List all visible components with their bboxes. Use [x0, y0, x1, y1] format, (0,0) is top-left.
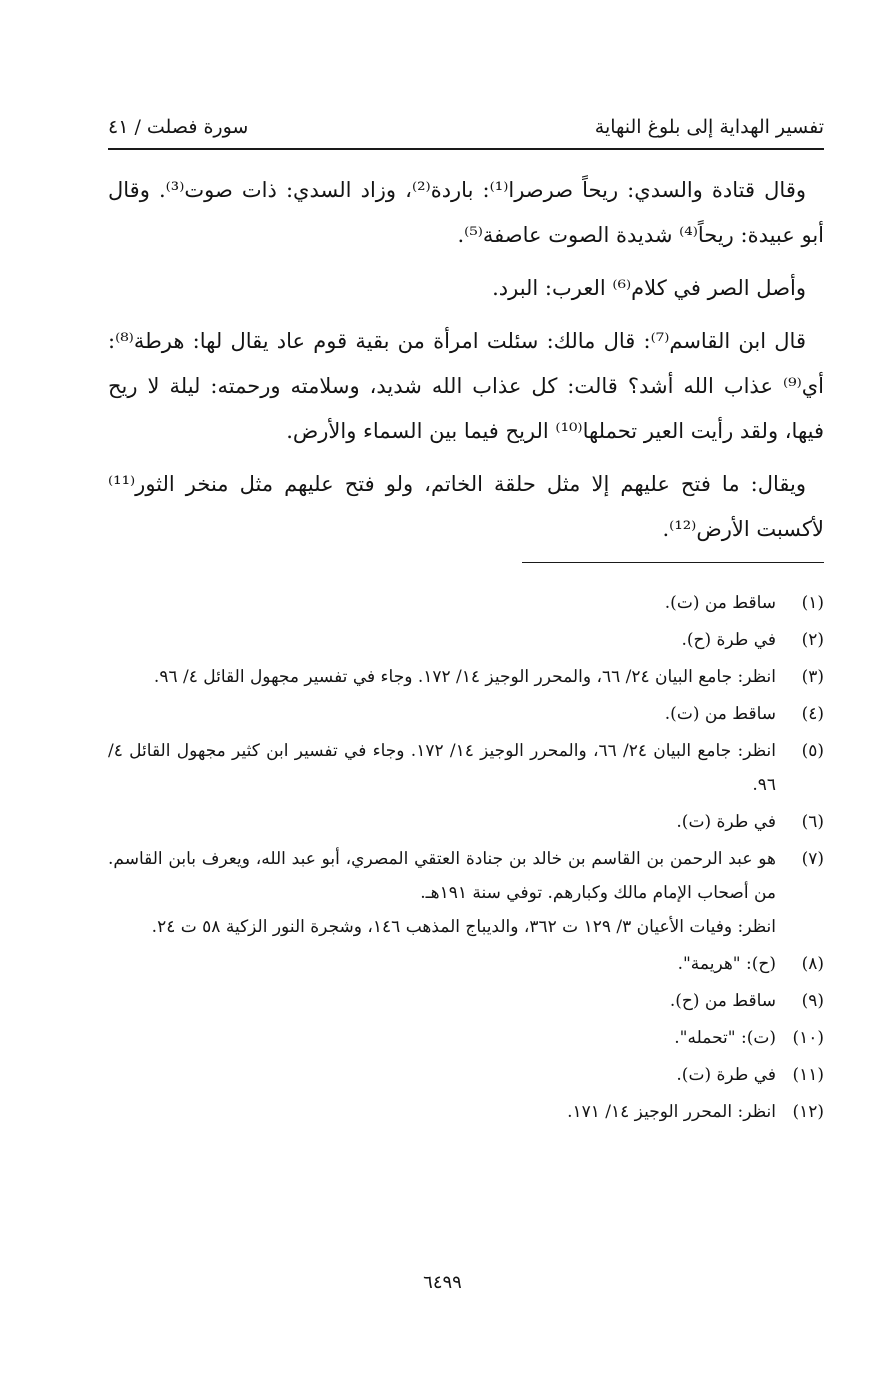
footnote — [108, 984, 824, 1018]
footnote-number: (٣) — [801, 667, 824, 687]
footnote — [108, 734, 824, 802]
footnote — [108, 1058, 824, 1092]
paragraph: قال ابن القاسم⁽⁷⁾: قال مالك: سئلت امرأة من بقية قوم عاد يقال لها: هرطة⁽⁸⁾: أي⁽⁹⁾ عذاب الله أشد؟ قالت: كل عذاب الله شديد، وسلامته ورحمته: ليلة لا ريح فيها، ولقد رأيت العير تحملها⁽¹⁰⁾ الريح فيما بين السماء والأرض. — [108, 329, 824, 443]
book-title: تفسير الهداية إلى بلوغ النهاية — [594, 116, 824, 138]
footnote — [108, 586, 824, 620]
footnote-number: (١٢) — [792, 1102, 824, 1122]
footnote-text: (ح): "هريمة". — [677, 954, 776, 974]
paragraph: وأصل الصر في كلام⁽⁶⁾ العرب: البرد. — [492, 276, 806, 300]
footnote-text: ساقط من (ت). — [664, 704, 776, 724]
footnotes — [108, 586, 824, 1132]
footnote-number: (٤) — [801, 704, 824, 724]
footnote-text: هو عبد الرحمن بن القاسم بن خالد بن جنادة العتقي المصري، أبو عبد الله، ويعرف بابن القاسم. من أصحاب الإمام مالك وكبارهم. توفي سنة ١٩١هـ. انظر: وفيات الأعيان ٣/ ١٢٩ ت ٣٦٢، والديباج المذهب ١٤٦، وشجرة النور الزكية ٥٨ ت ٢٤. — [108, 849, 776, 937]
paragraph: وقال قتادة والسدي: ريحاً صرصرا⁽¹⁾: باردة⁽²⁾، وزاد السدي: ذات صوت⁽³⁾. وقال أبو عبيدة: ريحاً⁽⁴⁾ شديدة الصوت عاصفة⁽⁵⁾. — [108, 178, 824, 247]
footnote-text: ساقط من (ح). — [669, 991, 776, 1011]
running-header — [108, 112, 824, 150]
footnote-number: (٩) — [801, 991, 824, 1011]
footnote-divider — [522, 562, 824, 563]
footnote-number: (١١) — [792, 1065, 824, 1085]
footnote — [108, 842, 824, 944]
main-text — [108, 168, 824, 560]
footnote-number: (٥) — [801, 741, 824, 761]
footnote — [108, 1021, 824, 1055]
footnote-text: انظر: جامع البيان ٢٤/ ٦٦، والمحرر الوجيز ١٤/ ١٧٢. وجاء في تفسير ابن كثير مجهول القائل ٤/ ٩٦. — [108, 741, 777, 795]
footnote-text: انظر: جامع البيان ٢٤/ ٦٦، والمحرر الوجيز ١٤/ ١٧٢. وجاء في تفسير مجهول القائل ٤/ ٩٦. — [153, 667, 776, 687]
footnote-number: (٧) — [801, 849, 824, 869]
footnote-number: (٨) — [801, 954, 824, 974]
footnote-text: في طرة (ت). — [676, 1065, 776, 1085]
footnote — [108, 947, 824, 981]
footnote — [108, 805, 824, 839]
footnote — [108, 623, 824, 657]
footnote-text: انظر: المحرر الوجيز ١٤/ ١٧١. — [567, 1102, 776, 1122]
surah-label: سورة فصلت / ٤١ — [108, 116, 249, 138]
footnote-text: في طرة (ح). — [681, 630, 776, 650]
footnote — [108, 697, 824, 731]
footnote — [108, 660, 824, 694]
page-number: ٦٤٩٩ — [423, 1272, 462, 1293]
paragraph: ويقال: ما فتح عليهم إلا مثل حلقة الخاتم، ولو فتح عليهم مثل منخر الثور⁽¹¹⁾ لأكسبت الأرض⁽¹²⁾. — [108, 472, 824, 541]
footnote-number: (١) — [801, 593, 824, 613]
footnote-text: (ت): "تحمله". — [674, 1028, 776, 1048]
footnote-text: في طرة (ت). — [676, 812, 776, 832]
footnote-number: (١٠) — [792, 1028, 824, 1048]
footnote-number: (٢) — [801, 630, 824, 650]
footnote — [108, 1095, 824, 1129]
footnote-text: ساقط من (ت). — [664, 593, 776, 613]
footnote-number: (٦) — [801, 812, 824, 832]
